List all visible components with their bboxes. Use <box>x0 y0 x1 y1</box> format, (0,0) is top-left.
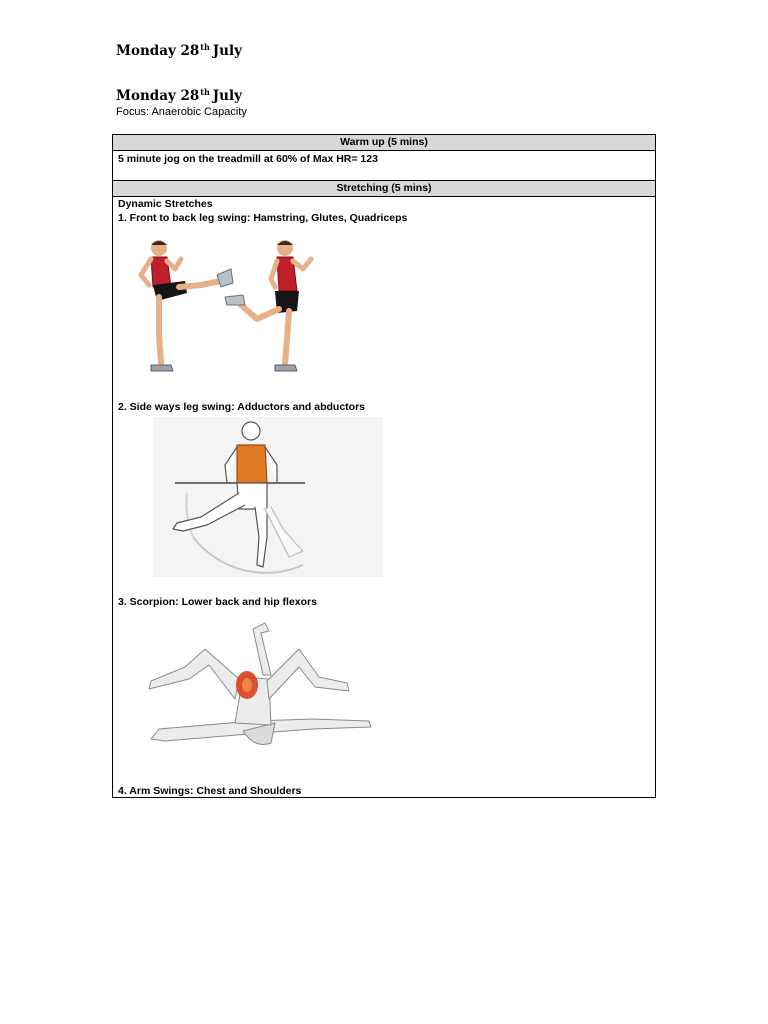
session-heading-sup: th <box>200 87 210 97</box>
stretching-header: Stretching (5 mins) <box>113 180 655 197</box>
front-to-back-leg-swing-illustration <box>129 235 325 379</box>
header-title-sup: th <box>200 42 210 52</box>
stretch-item-3: 3. Scorpion: Lower back and hip flexors <box>118 596 317 608</box>
warmup-text: 5 minute jog on the treadmill at 60% of Max HR= 123 <box>118 153 378 165</box>
header-title-suffix: July <box>212 43 242 59</box>
warmup-header: Warm up (5 mins) <box>113 135 655 151</box>
page-header-title <box>116 42 242 59</box>
session-heading-suffix: July <box>212 88 242 104</box>
stretch-item-1: 1. Front to back leg swing: Hamstring, Glutes, Quadriceps <box>118 212 408 224</box>
stretch-item-4: 4. Arm Swings: Chest and Shoulders <box>118 785 302 797</box>
session-plan-table <box>112 134 656 798</box>
stretch-item-2: 2. Side ways leg swing: Adductors and abductors <box>118 401 365 413</box>
scorpion-stretch-illustration <box>143 619 375 749</box>
session-heading-prefix: Monday 28 <box>116 88 200 104</box>
sideways-leg-swing-illustration <box>153 417 383 577</box>
focus-line: Focus: Anaerobic Capacity <box>116 106 247 118</box>
dynamic-stretches-label: Dynamic Stretches <box>118 198 213 210</box>
session-heading <box>116 87 242 104</box>
header-title-prefix: Monday 28 <box>116 43 200 59</box>
